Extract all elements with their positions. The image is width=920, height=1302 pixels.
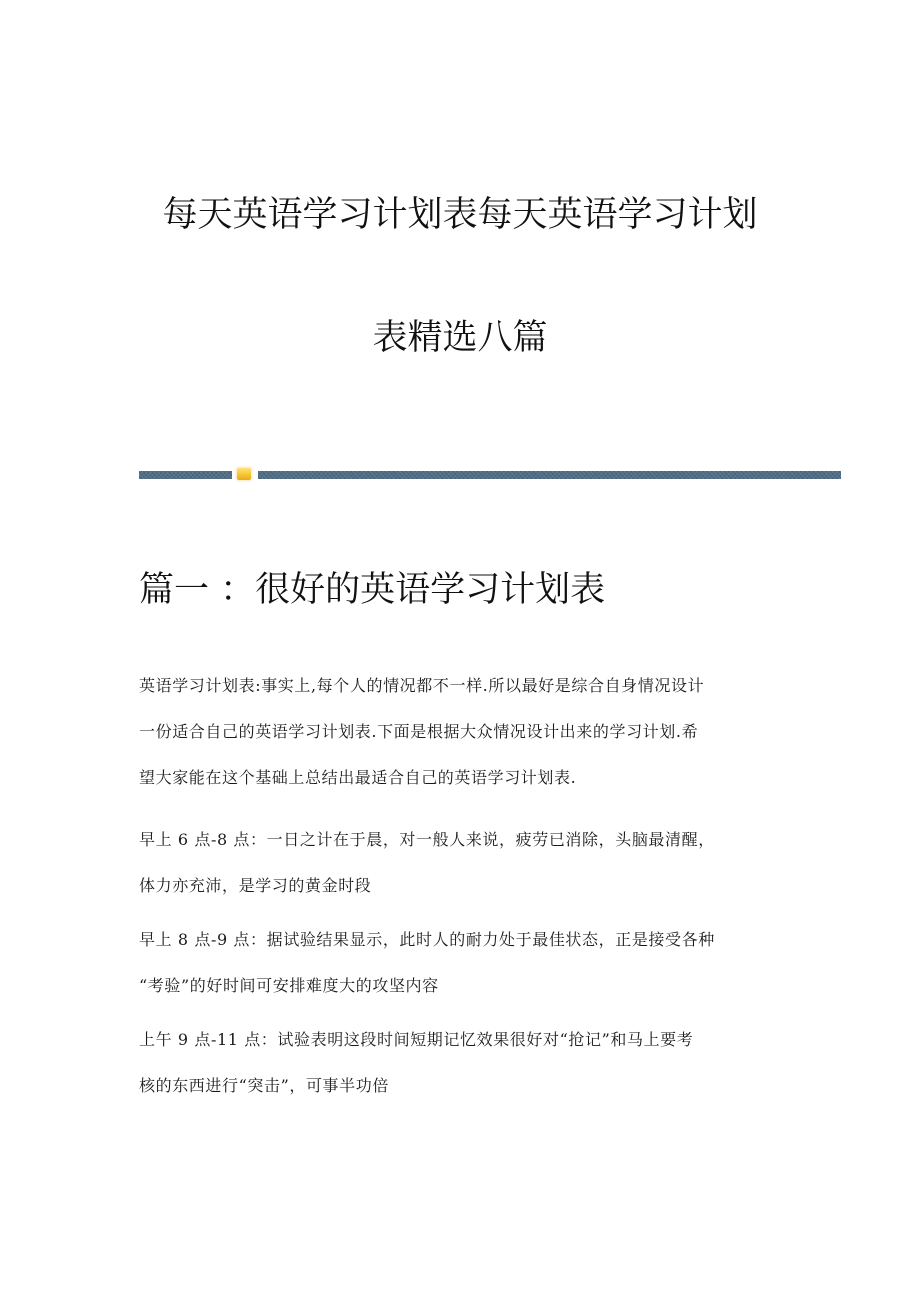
paragraph-line: 英语学习计划表:事实上,每个人的情况都不一样.所以最好是综合自身情况设计	[139, 676, 705, 695]
document-title-line-1: 每天英语学习计划表每天英语学习计划	[162, 195, 758, 235]
paragraph-line: 望大家能在这个基础上总结出最适合自己的英语学习计划表.	[139, 768, 577, 787]
gold-gem-icon	[237, 468, 251, 480]
paragraph-line: 体力亦充沛，是学习的黄金时段	[139, 876, 372, 895]
paragraph-line: 核的东西进行“突击”，可事半功倍	[139, 1076, 389, 1095]
paragraph-line: 上午 9 点-11 点：试验表明这段时间短期记忆效果很好对“抢记”和马上要考	[139, 1030, 694, 1049]
paragraph-6-to-8	[139, 817, 789, 909]
paragraph-8-to-9	[139, 917, 789, 1009]
paragraph-line: 一份适合自己的英语学习计划表.下面是根据大众情况设计出来的学习计划.希	[139, 722, 699, 741]
divider-bar-left	[139, 471, 232, 479]
paragraph-line: “考验”的好时间可安排难度大的攻坚内容	[139, 976, 439, 995]
document-title-line-2: 表精选八篇	[372, 318, 548, 358]
paragraph-line: 早上 6 点-8 点：一日之计在于晨，对一般人来说，疲劳已消除，头脑最清醒，	[139, 830, 715, 849]
divider-bar-right	[258, 471, 841, 479]
paragraph-9-to-11	[139, 1017, 789, 1109]
paragraph-intro	[139, 663, 789, 801]
section-heading: 篇一 ：很好的英语学习计划表	[139, 570, 606, 610]
paragraph-line: 早上 8 点-9 点：据试验结果显示，此时人的耐力处于最佳状态，正是接受各种	[139, 930, 715, 949]
